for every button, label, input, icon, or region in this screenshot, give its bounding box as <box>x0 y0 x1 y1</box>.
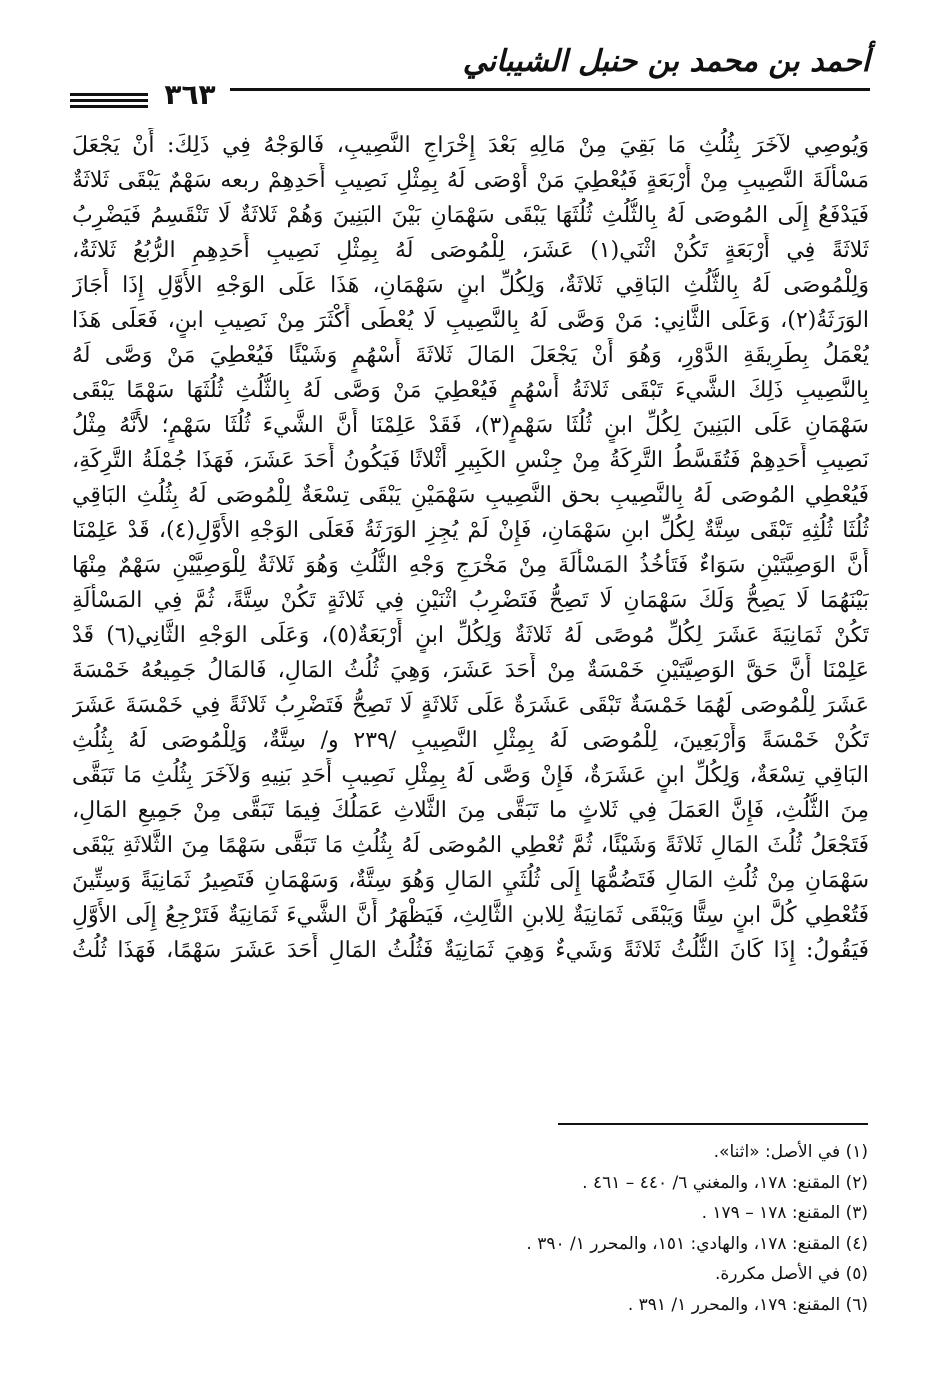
text-line: فَيَدْفَعُ إِلَى المُوصَى لَهُ بِالثُّلُثِ ثُلُثَهَا يَبْقَى سَهْمَانِ بَيْنَ البَنِينَ وَهُمْ ثَلاثَةٌ لَا تَنْقَسِمُ فَيَضْرِبُ <box>72 203 869 228</box>
text-line: ثُلُثَا ثُلُثِهِ تَبْقَى سِتَّةٌ لِكُلِّ ابنِ سَهْمَانِ، فَإِنْ لَمْ يُجِزِ الوَرَثَةُ فَعَلَى الوَجْهِ الأَوَّلِ(٤)، قَدْ عَلِمْنَا <box>72 518 869 543</box>
text-line: ثَلاثَةً فِي أَرْبَعَةٍ تَكُنْ اثْنَي(١) عَشَرَ، لِلْمُوصَى لَهُ بِمِثْلِ نَصِيبِ أَحَدِهِمِ الرُّبُعُ ثَلاثَةٌ، <box>72 238 869 263</box>
main-text <box>72 128 869 968</box>
footnote-separator <box>558 1123 868 1125</box>
text-line: فَتَجْعَلُ ثُلُثَ المَالِ ثَلاثَةً وَشَيْئًا، ثُمَّ تُعْطِي المُوصَى لَهُ بِثُلُثِ مَا تَبَقَّى سَهْمًا مِنَ الثَّلاثَةِ يَبْقَى <box>72 833 869 858</box>
footnote-5: (٥) في الأصل مكررة. <box>714 1264 868 1284</box>
text-line: مِنَ الثُّلُثِ، فَإِنَّ العَمَلَ فِي ثَلاثٍ ما تَبَقَّى مِنَ الثَّلاثِ عَمَلُكَ فِيمَا تَبَقَّى مِنْ جَمِيعِ المَالِ، <box>72 798 869 823</box>
text-line: الوَرَثَةُ(٢)، وَعَلَى الثَّانِي: مَنْ وَصَّى لَهُ بِالنَّصِيبِ لَا يُعْطَى أَكْثَرَ مِنْ نَصِيبِ ابنٍ، فَعَلَى هَذَا <box>72 308 869 333</box>
running-title: أحمد بن محمد بن حنبل الشيباني <box>462 44 870 79</box>
text-line: بَيْنَهُمَا لَا يَصِحُّ وَلَكَ سَهْمَانِ لَا تَصِحُّ فَتَضْرِبُ اثْنَيْنِ فِي ثَلاثَةٍ تَكُنْ سِتَّةً، ثُمَّ فِي المَسْأَلَةِ <box>72 588 869 613</box>
text-line: سَهْمَانِ مِنْ ثُلُثِ المَالِ فَتَضُمُّهَا إِلَى ثُلُثَيِ المَالِ وَهُوَ سِتَّةٌ، وَسَهْمَانِ فَتَصِيرُ ثَمَانِيَةً وَسِتِّينَ <box>72 868 869 893</box>
page-header <box>70 38 870 118</box>
footnote-3: (٣) المقنع: ١٧٨ – ١٧٩ . <box>701 1203 868 1223</box>
header-rule <box>230 88 870 91</box>
footnote-6: (٦) المقنع: ١٧٩، والمحرر ١/ ٣٩١ . <box>627 1294 868 1315</box>
text-line: سَهْمَانِ عَلَى البَنِينَ لِكُلِّ ابنٍ ثُلُثَا سَهْمٍ(٣)، فَقَدْ عَلِمْنَا أَنَّ الشَّيءَ ثُلُثَا سَهْمٍ؛ لأَنَّهُ مِثْلُ <box>72 413 869 438</box>
footnote-2: (٢) المقنع: ١٧٨، والمغني ٦/ ٤٤٠ – ٤٦١ . <box>582 1172 868 1193</box>
text-line: تَكُنْ ثَمَانِيَةَ عَشَرَ لِكُلِّ مُوصًى لَهُ ثَلاثَةٌ وَلِكُلِّ ابنٍ أَرْبَعَةٌ(٥)، وَعَلَى الوَجْهِ الثَّانِي(٦) قَدْ <box>72 623 869 648</box>
page-number: ٣٦٣ <box>164 78 216 111</box>
text-line: بِالنَّصِيبِ ذَلِكَ الشَّيءَ تَبْقَى ثَلاثَةُ أَسْهُمٍ فَيُعْطِيَ مَنْ وَصَّى لَهُ بِالثُّلُثِ ثُلُثَهَا سَهْمًا يَبْقَى <box>72 378 869 403</box>
footnote-1: (١) في الأصل: «اثنا». <box>713 1142 868 1162</box>
text-line: وَلِلْمُوصَى لَهُ بِالثُّلُثِ البَاقِي ثَلاثَةٌ، وَلِكُلِّ ابنٍ سَهْمَانِ، هَذَا عَلَى الوَجْهِ الأَوَّلِ إِذَا أَجَازَ <box>72 273 869 298</box>
text-line: نَصِيبِ أَحَدِهِمْ فَتُقَسَّطُ التَّرِكَةُ مِنْ جِنْسِ الكَبِيرِ أَثْلاثًا فَيَكُونُ أَحَدَ عَشَرَ، فَهَذَا جُمْلَةُ التَّرِكَةِ، <box>72 448 869 473</box>
text-line: وَيُوصِي لآخَرَ بِثُلُثِ مَا بَقِيَ مِنْ مَالِهِ بَعْدَ إِخْرَاجِ النَّصِيبِ، فَالوَجْهُ فِي ذَلِكَ: أَنْ يَجْعَلَ <box>72 133 869 158</box>
footnotes <box>268 1137 868 1320</box>
text-line: أَنَّ الوَصِيَّتَيْنِ سَوَاءٌ فَتَأْخُذُ المَسْأَلَةَ مِنْ مَخْرَجِ وَجْهِ الثُّلُثِ وَهُوَ ثَلاثَةٌ لِلْوَصِيَّيْنِ سَهْمٌ مِنْهَا <box>72 553 869 578</box>
text-line: عَلِمْنَا أَنَّ حَقَّ الوَصِيَّتَيْنِ خَمْسَةٌ مِنْ أَحَدَ عَشَرَ، وَهِيَ ثُلُثُ المَالِ، فَالمَالُ جَمِيعُهُ خَمْسَةَ <box>72 658 869 683</box>
text-line: فَيَقُولُ: إِذَا كَانَ الثُّلُثُ ثَلاثَةً وَشَيءٌ وَهِيَ ثَمَانِيَةٌ فَثُلُثُ المَالِ أَحَدَ عَشَرَ سَهْمًا، فَهَذَا ثُلُثُ <box>72 938 869 963</box>
text-line: مَسْأَلَةَ النَّصِيبِ مِنْ أَرْبَعَةٍ فَيُعْطِيَ مَنْ أَوْصَى لَهُ بِمِثْلِ نَصِيبِ أَحَدِهِمْ ربعه سَهْمٌ يَبْقَى ثَلاثَةٌ <box>72 168 869 193</box>
text-line: فَتُعْطِي كُلَّ ابنٍ سِتًّا وَيَبْقَى ثَمَانِيَةٌ لِلابنِ الثَّالِثِ، فَيَظْهَرُ أَنَّ الشَّيءَ ثَمَانِيَةٌ فَتَرْجِعُ إِلَى الأَوَّلِ <box>72 903 869 928</box>
page-number-rules <box>70 93 148 111</box>
text-line: عَشَرَ لِلْمُوصَى لَهُمَا خَمْسَةٌ تَبْقَى عَشَرَةٌ عَلَى ثَلاثَةٍ لَا تَصِحُّ فَتَضْرِبُ ثَلاثَةً فِي خَمْسَةَ عَشَرَ <box>72 693 869 718</box>
text-line: فَيُعْطِي المُوصَى لَهُ بِالنَّصِيبِ بحق النَّصِيبِ سَهْمَيْنِ يَبْقَى تِسْعَةٌ لِلْمُوصَى لَهُ بِثُلُثِ البَاقِي <box>72 483 869 508</box>
footnote-4: (٤) المقنع: ١٧٨، والهادي: ١٥١، والمحرر ١/ ٣٩٠ . <box>526 1233 868 1254</box>
text-line: تَكُنْ خَمْسَةً وَأَرْبَعِينَ، لِلْمُوصَى لَهُ بِمِثْلِ النَّصِيبِ /٢٣٩ و/ سِتَّةٌ، وَلِلْمُوصَى لَهُ بِثُلُثِ <box>72 728 869 753</box>
text-line: يُعْمَلُ بِطَرِيقَةِ الدَّوْرِ، وَهُوَ أَنْ يَجْعَلَ المَالَ ثَلاثَةَ أَسْهُمٍ وَشَيْئًا فَيُعْطِيَ مَنْ وَصَّى لَهُ <box>72 343 869 368</box>
text-line: البَاقِي تِسْعَةٌ، وَلِكُلِّ ابنٍ عَشَرَةٌ، فَإِنْ وَصَّى لَهُ بِمِثْلِ نَصِيبِ أَحَدِ بَنِيهِ وَلآخَرَ بِثُلُثِ مَا تَبَقَّى <box>72 763 869 788</box>
